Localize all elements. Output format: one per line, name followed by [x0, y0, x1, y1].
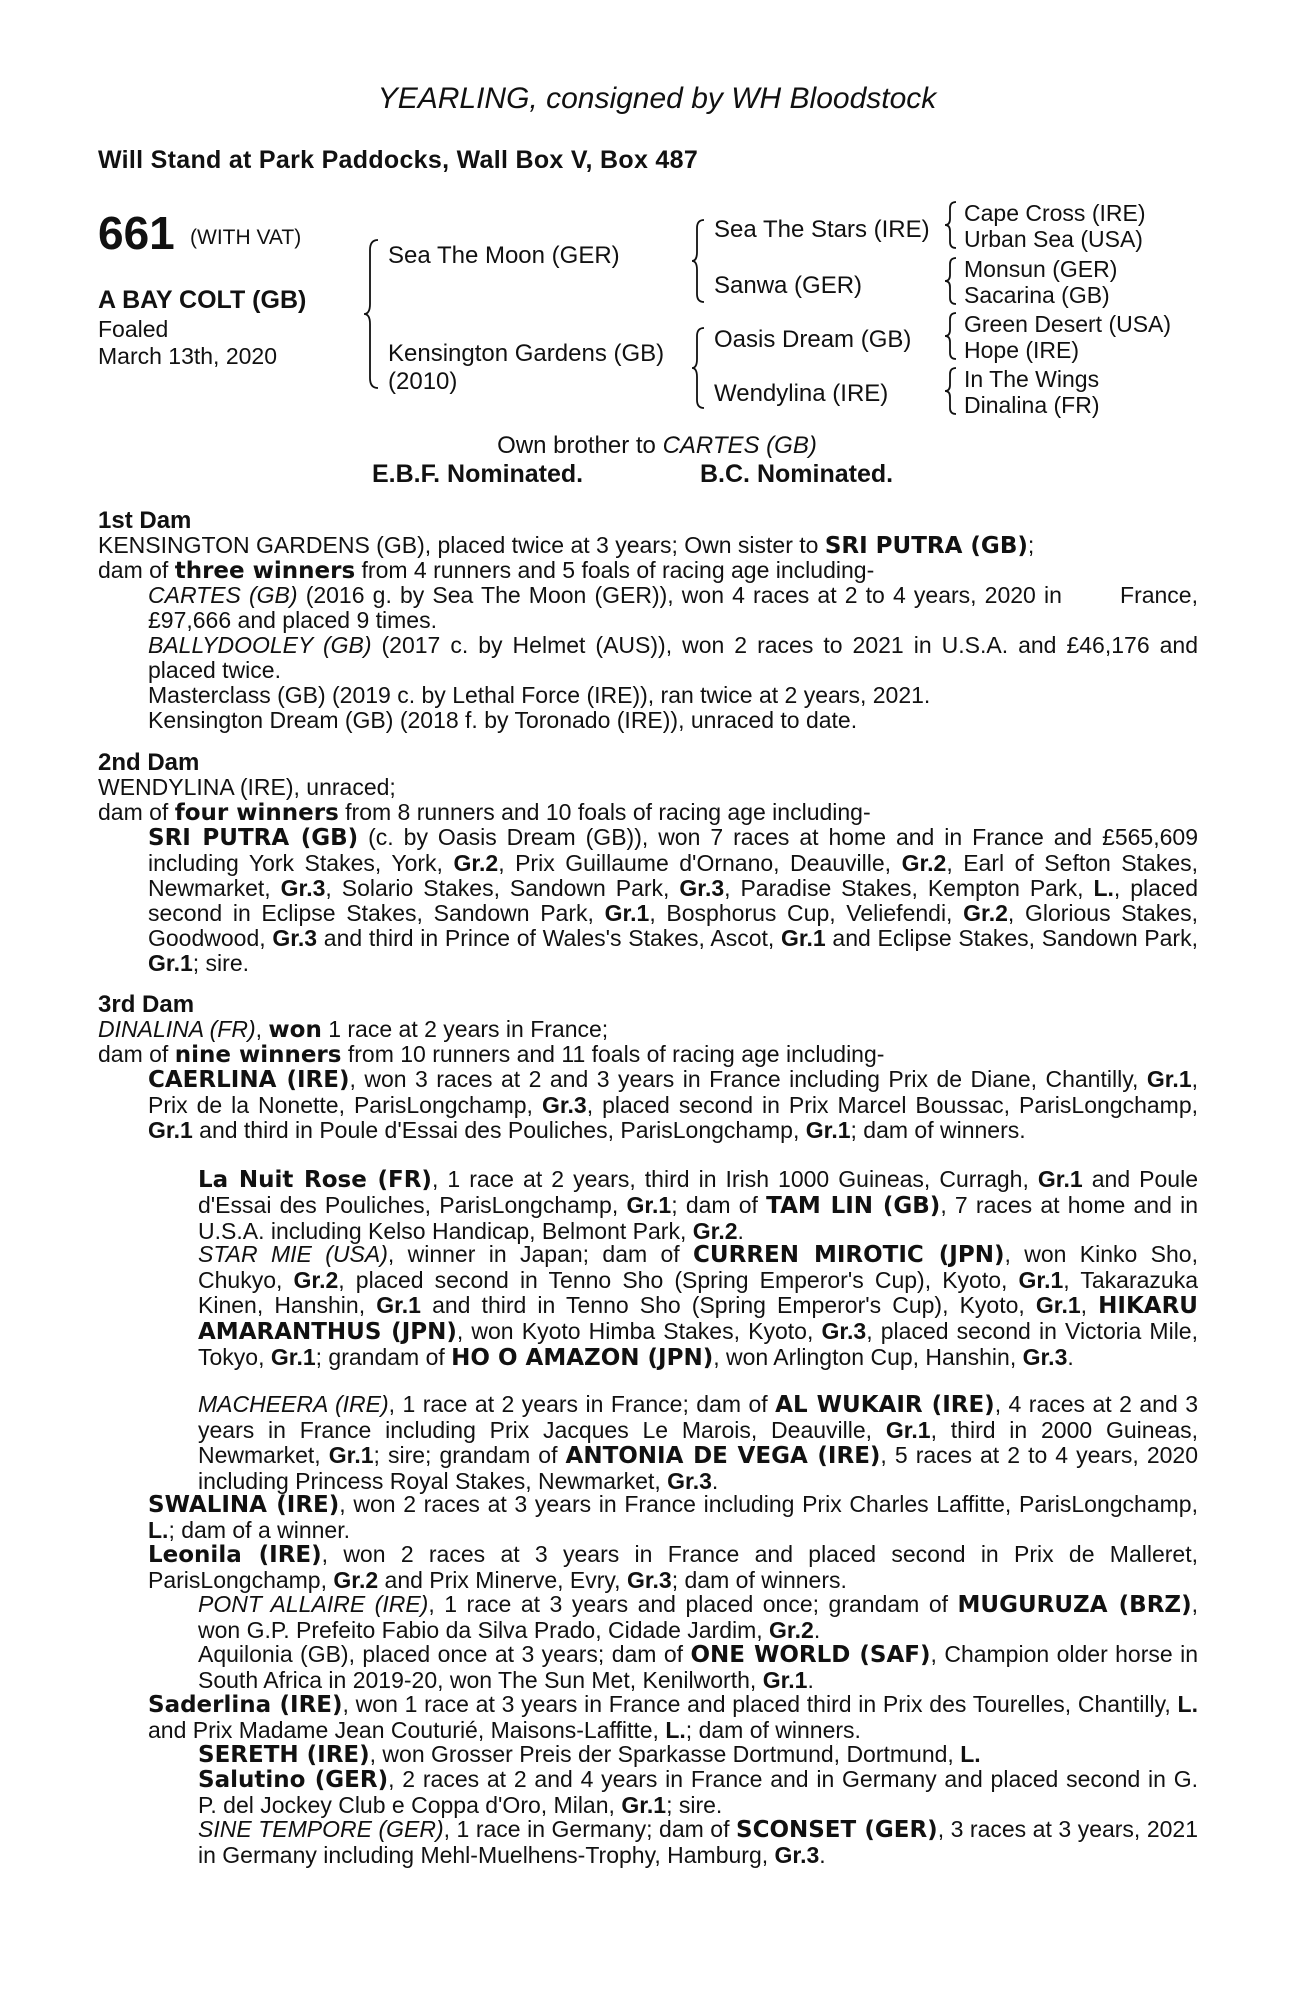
dam-sire: Oasis Dream (GB) [714, 326, 912, 353]
produce-entry: SWALINA (IRE), won 2 races at 3 years in France including Prix Charles Laffitte, ParisLongchamp, L.; dam of a winner. [148, 1491, 1198, 1543]
first-dam-line: KENSINGTON GARDENS (GB), placed twice at 3 years; Own sister to SRI PUTRA (GB); [98, 532, 1035, 559]
pedigree-brace-dam [690, 326, 708, 410]
gen4-item: Green Desert (USA) [964, 311, 1172, 337]
lot-number: 661 [98, 207, 175, 259]
gen4-item: Urban Sea (USA) [964, 226, 1143, 252]
produce-entry: SERETH (IRE), won Grosser Preis der Sparkasse Dortmund, Dortmund, L. [198, 1741, 981, 1768]
gen4-item: Dinalina (FR) [964, 392, 1100, 418]
sire-dam: Sanwa (GER) [714, 272, 863, 299]
stand-location: Will Stand at Park Paddocks, Wall Box V, Box 487 [98, 146, 699, 174]
sire-sire: Sea The Stars (IRE) [714, 216, 930, 243]
dam-dam: Wendylina (IRE) [714, 380, 889, 407]
pedigree-brace-gen1 [362, 238, 382, 390]
own-brother-prefix: Own brother to [497, 432, 663, 459]
foaled-label: Foaled [98, 316, 169, 342]
first-dam-line: dam of three winners from 4 runners and 5 foals of racing age including- [98, 557, 875, 584]
gen4-item: Monsun (GER) [964, 256, 1118, 282]
sire: Sea The Moon (GER) [388, 242, 620, 269]
produce-entry: CARTES (GB) (2016 g. by Sea The Moon (GER)), won 4 races at 2 to 4 years, 2020 in France, £97,666 and placed 9 times. [148, 582, 1198, 633]
page-title: YEARLING, consigned by WH Bloodstock [377, 82, 937, 115]
lot-description: A BAY COLT (GB) [98, 286, 307, 314]
foaled-date: March 13th, 2020 [98, 343, 278, 369]
third-dam-heading: 3rd Dam [98, 991, 195, 1018]
produce-entry: Leonila (IRE), won 2 races at 3 years in France and placed second in Prix de Malleret, ParisLongchamp, Gr.2 and Prix Minerve, Evry, Gr.3; dam of winners. [148, 1541, 1198, 1593]
produce-entry: La Nuit Rose (FR), 1 race at 2 years, third in Irish 1000 Guineas, Curragh, Gr.1 and Poule d'Essai des Pouliches, ParisLongchamp, Gr.1; dam of TAM LIN (GB), 7 races at home and in U.S.A. including Kelso Handicap, Belmont Park, Gr.2. [198, 1166, 1198, 1244]
gen4-item: Hope (IRE) [964, 337, 1080, 363]
produce-entry: STAR MIE (USA), winner in Japan; dam of CURREN MIROTIC (JPN), won Kinko Sho, Chukyo, Gr.2, placed second in Tenno Sho (Spring Emperor's Cup), Kyoto, Gr.1, Takarazuka Kinen, Hanshin, Gr.1 and third in Tenno Sho (Spring Emperor's Cup), Kyoto, Gr.1, HIKARU AMARANTHUS (JPN), won Kyoto Himba Stakes, Kyoto, Gr.3, placed second in Victoria Mile, Tokyo, Gr.1; grandam of HO O AMAZON (JPN), won Arlington Cup, Hanshin, Gr.3. [198, 1241, 1199, 1371]
produce-entry: Masterclass (GB) (2019 c. by Lethal Force (IRE)), ran twice at 2 years, 2021. [148, 682, 931, 708]
third-dam-line: dam of nine winners from 10 runners and 11 foals of racing age including- [98, 1041, 885, 1068]
own-brother-name: CARTES (GB) [662, 432, 817, 459]
gen4-item: Sacarina (GB) [964, 282, 1110, 308]
gen4-item: In The Wings [964, 366, 1100, 392]
dam-year: (2010) [388, 368, 458, 395]
ebf-nominated: E.B.F. Nominated. [372, 460, 584, 488]
third-dam-line: DINALINA (FR), won 1 race at 2 years in France; [98, 1016, 609, 1043]
second-dam-line: WENDYLINA (IRE), unraced; [98, 774, 396, 800]
produce-entry: Saderlina (IRE), won 1 race at 3 years in France and placed third in Prix des Tourelles, Chantilly, L. and Prix Madame Jean Couturié, Maisons-Laffitte, L.; dam of winners. [148, 1691, 1198, 1743]
gen4-item: Cape Cross (IRE) [964, 200, 1146, 226]
pedigree-brace-g4-4 [943, 366, 959, 416]
produce-entry: SRI PUTRA (GB) (c. by Oasis Dream (GB)), won 7 races at home and in France and £565,609 including York Stakes, York, Gr.2, Prix Guillaume d'Ornano, Deauville, Gr.2, Earl of Sefton Stakes, Newmarket, Gr.3, Solario Stakes, Sandown Park, Gr.3, Paradise Stakes, Kempton Park, L., placed second in Eclipse Stakes, Sandown Park, Gr.1, Bosphorus Cup, Veliefendi, Gr.2, Glorious Stakes, Goodwood, Gr.3 and third in Prince of Wales's Stakes, Ascot, Gr.1 and Eclipse Stakes, Sandown Park, Gr.1; sire. [148, 824, 1199, 976]
produce-entry: BALLYDOOLEY (GB) (2017 c. by Helmet (AUS)), won 2 races to 2021 in U.S.A. and £46,176 and placed twice. [148, 632, 1198, 683]
own-brother-note [0, 432, 1314, 460]
pedigree-brace-g4-1 [943, 200, 959, 250]
second-dam-line: dam of four winners from 8 runners and 10 foals of racing age including- [98, 799, 871, 826]
produce-entry: Salutino (GER), 2 races at 2 and 4 years in France and in Germany and placed second in G. P. del Jockey Club e Coppa d'Oro, Milan, Gr.1; sire. [198, 1766, 1199, 1818]
pedigree-brace-g4-2 [943, 256, 959, 306]
pedigree-brace-sire [690, 218, 708, 304]
second-dam-heading: 2nd Dam [98, 749, 200, 776]
produce-entry: Aquilonia (GB), placed once at 3 years; dam of ONE WORLD (SAF), Champion older horse in South Africa in 2019-20, won The Sun Met, Kenilworth, Gr.1. [198, 1641, 1198, 1693]
produce-entry: PONT ALLAIRE (IRE), 1 race at 3 years and placed once; grandam of MUGURUZA (BRZ), won G.P. Prefeito Fabio da Silva Prado, Cidade Jardim, Gr.2. [198, 1591, 1198, 1643]
produce-entry: MACHEERA (IRE), 1 race at 2 years in France; dam of AL WUKAIR (IRE), 4 races at 2 and 3 years in France including Prix Jacques Le Marois, Deauville, Gr.1, third in 2000 Guineas, Newmarket, Gr.1; sire; grandam of ANTONIA DE VEGA (IRE), 5 races at 2 to 4 years, 2020 including Princess Royal Stakes, Newmarket, Gr.3. [198, 1391, 1199, 1494]
bc-nominated: B.C. Nominated. [700, 460, 894, 488]
dam: Kensington Gardens (GB) [388, 340, 665, 367]
vat-note: (WITH VAT) [190, 226, 302, 249]
produce-entry: SINE TEMPORE (GER), 1 race in Germany; dam of SCONSET (GER), 3 races at 3 years, 2021 in Germany including Mehl-Muelhens-Trophy, Hamburg, Gr.3. [198, 1816, 1199, 1868]
produce-entry: CAERLINA (IRE), won 3 races at 2 and 3 years in France including Prix de Diane, Chantilly, Gr.1, Prix de la Nonette, ParisLongchamp, Gr.3, placed second in Prix Marcel Boussac, ParisLongchamp, Gr.1 and third in Poule d'Essai des Pouliches, ParisLongchamp, Gr.1; dam of winners. [148, 1066, 1199, 1143]
produce-entry: Kensington Dream (GB) (2018 f. by Toronado (IRE)), unraced to date. [148, 707, 858, 733]
foaled-info [98, 316, 277, 370]
pedigree-brace-g4-3 [943, 311, 959, 361]
first-dam-heading: 1st Dam [98, 507, 192, 534]
